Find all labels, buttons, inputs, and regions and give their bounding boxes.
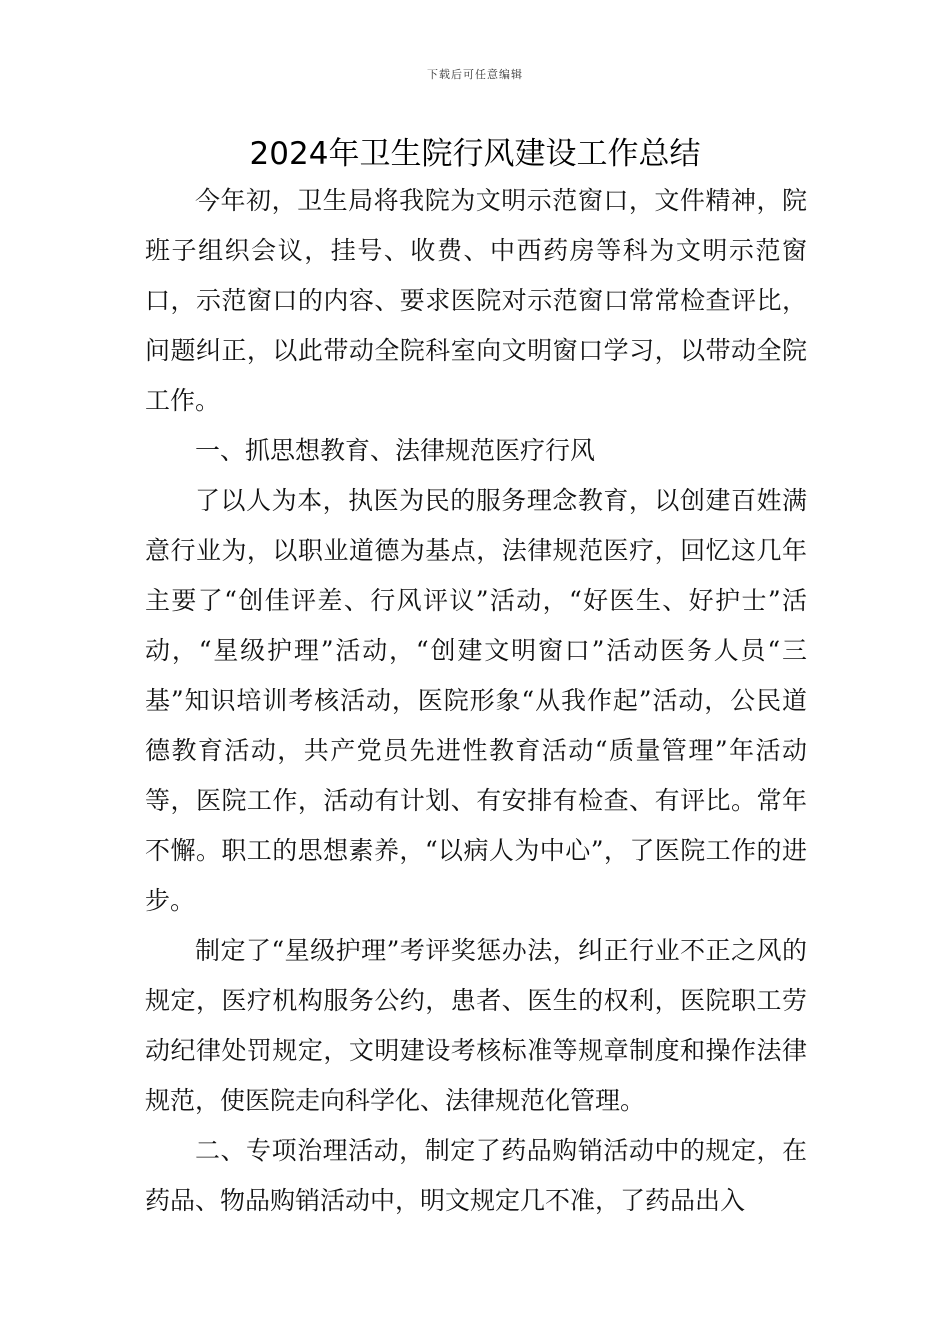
document-title: 2024年卫生院行风建设工作总结: [249, 136, 701, 172]
paragraph-section-2: 二、专项治理活动，制定了药品购销活动中的规定，在药品、物品购销活动中，明文规定几不准，了药品出入: [145, 1136, 807, 1215]
header-note: 下载后可任意编辑: [427, 68, 523, 81]
document-body: [145, 176, 807, 1226]
section-heading-1: 一、抓思想教育、法律规范医疗行风: [195, 436, 596, 465]
paragraph-activities: 了以人为本，执医为民的服务理念教育，以创建百姓满意行业为，以职业道德为基点，法律规范医疗，回忆这几年主要了“创佳评差、行风评议”活动，“好医生、好护士”活动，“星级护理”活动，“创建文明窗口”活动医务人员“三基”知识培训考核活动，医院形象“从我作起”活动，公民道德教育活动，共产党员先进性教育活动“质量管理”年活动等，医院工作，活动有计划、有安排有检查、有评比。常年不懈。职工的思想素养，“以病人为中心”，了医院工作的进步。: [145, 486, 807, 915]
paragraph-regulations: 制定了“星级护理”考评奖惩办法，纠正行业不正之风的规定，医疗机构服务公约，患者、医生的权利，医院职工劳动纪律处罚规定，文明建设考核标准等规章制度和操作法律规范，使医院走向科学化、法律规范化管理。: [145, 936, 807, 1115]
paragraph-intro: 今年初，卫生局将我院为文明示范窗口，文件精神，院班子组织会议，挂号、收费、中西药房等科为文明示范窗口，示范窗口的内容、要求医院对示范窗口常常检查评比，问题纠正，以此带动全院科室向文明窗口学习，以带动全院工作。: [145, 186, 807, 415]
